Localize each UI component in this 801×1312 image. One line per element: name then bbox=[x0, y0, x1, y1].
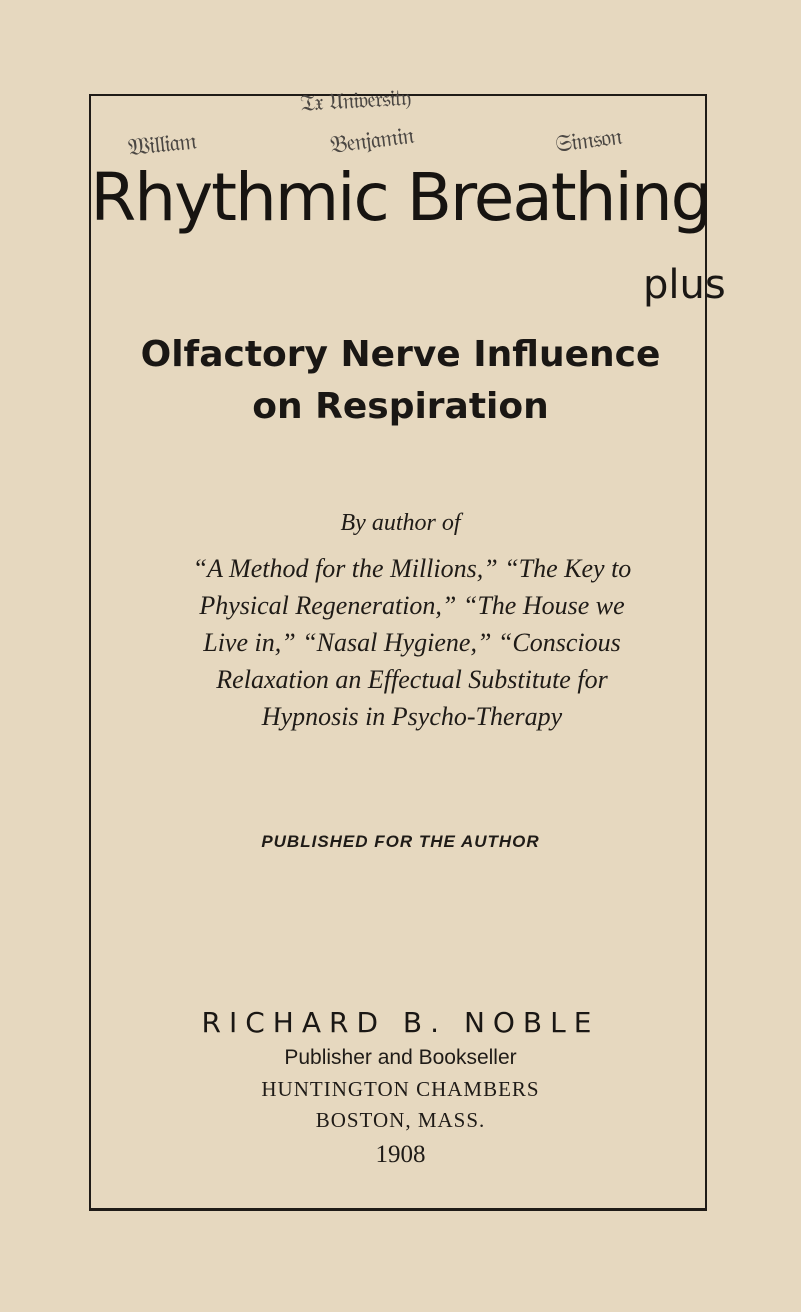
title-plus: plus bbox=[643, 262, 726, 308]
publisher-address-line-2: BOSTON, MASS. bbox=[315, 1108, 486, 1132]
author-byline: By author of bbox=[340, 510, 461, 536]
publisher-name: RICHARD B. NOBLE bbox=[201, 1006, 600, 1039]
author-works-line-5: Hypnosis in Psycho-Therapy bbox=[261, 702, 563, 731]
book-title: Rhythmic Breathing bbox=[90, 159, 711, 236]
author-works-line-4: Relaxation an Effectual Substitute for bbox=[216, 665, 608, 694]
author-works-line-1: “A Method for the Millions,” “The Key to bbox=[192, 554, 632, 583]
publisher-address-line-1: HUNTINGTON CHAMBERS bbox=[261, 1077, 540, 1101]
subtitle-line-2: on Respiration bbox=[252, 386, 549, 427]
handwritten-annotation-left: 𝔚𝔦𝔩𝔩𝔦𝔞𝔪 bbox=[126, 126, 198, 162]
published-for-author: PUBLISHED FOR THE AUTHOR bbox=[261, 832, 540, 851]
handwritten-annotation-right: 𝔖𝔦𝔪𝔰𝔬𝔫 bbox=[553, 122, 623, 158]
author-works-list bbox=[118, 550, 706, 735]
handwritten-annotation-top: 𝔗𝔵 𝔘𝔫𝔦𝔳𝔢𝔯𝔰𝔦𝔱𝔶 bbox=[299, 85, 411, 117]
author-works-line-2: Physical Regeneration,” “The House we bbox=[199, 591, 625, 620]
publication-year: 1908 bbox=[375, 1141, 426, 1168]
author-works-line-3: Live in,” “Nasal Hygiene,” “Conscious bbox=[203, 628, 621, 657]
subtitle-line-1: Olfactory Nerve Influence bbox=[140, 334, 661, 375]
handwritten-annotation-middle: 𝔅𝔢𝔫𝔧𝔞𝔪𝔦𝔫 bbox=[328, 121, 415, 159]
publisher-role: Publisher and Bookseller bbox=[284, 1046, 517, 1069]
